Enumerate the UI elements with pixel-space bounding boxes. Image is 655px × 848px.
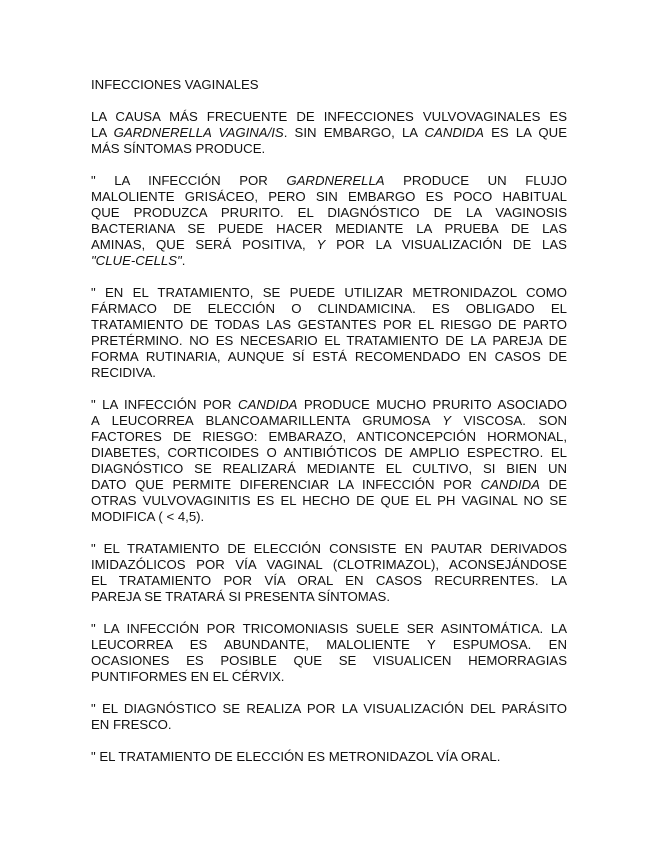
text-line	[91, 397, 567, 413]
text-line	[91, 109, 567, 125]
text-segment: PRODUCE MUCHO PRURITO ASOCIADO	[297, 397, 567, 412]
text-line	[91, 477, 567, 493]
text-line	[91, 445, 567, 461]
document-title	[91, 77, 567, 93]
text-segment: LA	[91, 125, 114, 140]
text-segment: FORMA RUTINARIA, AUNQUE SÍ ESTÁ RECOMENDADO EN CASOS DE	[91, 349, 567, 364]
text-segment: MÁS SÍNTOMAS PRODUCE.	[91, 141, 266, 156]
text-segment: ES LA QUE	[483, 125, 567, 140]
paragraph	[91, 749, 567, 765]
text-segment: PAREJA SE TRATARÁ SI PRESENTA SÍNTOMAS.	[91, 589, 390, 604]
text-line	[91, 301, 567, 317]
text-segment: POR LA VISUALIZACIÓN DE LAS	[325, 237, 567, 252]
paragraph	[91, 173, 567, 269]
text-segment: PUNTIFORMES EN EL CÉRVIX.	[91, 669, 285, 684]
text-segment: DIABETES, CORTICOIDES O ANTIBIÓTICOS DE AMPLIO ESPECTRO. EL	[91, 445, 567, 460]
text-line	[91, 253, 567, 269]
text-segment: TRATAMIENTO DE TODAS LAS GESTANTES POR EL RIESGO DE PARTO	[91, 317, 567, 332]
text-line	[91, 461, 567, 477]
text-segment: BACTERIANA SE PUEDE HACER MEDIANTE LA PRUEBA DE LAS	[91, 221, 567, 236]
text-segment: " LA INFECCIÓN POR	[91, 397, 239, 412]
text-segment: LA CAUSA MÁS FRECUENTE DE INFECCIONES VULVOVAGINALES ES	[91, 109, 567, 124]
document-body	[91, 109, 567, 765]
text-line	[91, 717, 567, 733]
text-segment: PRETÉRMINO. NO ES NECESARIO EL TRATAMIENTO DE LA PAREJA DE	[91, 333, 567, 348]
text-line	[91, 621, 567, 637]
text-segment: DE	[539, 477, 567, 492]
text-segment: EN FRESCO.	[91, 717, 172, 732]
text-line	[91, 413, 567, 429]
text-line	[91, 285, 567, 301]
text-segment: PRODUCE UN FLUJO	[384, 173, 567, 188]
italic-text: GARDNERELLA	[286, 173, 385, 188]
text-segment: " LA INFECCIÓN POR TRICOMONIASIS SUELE SER ASINTOMÁTICA. LA	[91, 621, 567, 636]
text-line	[91, 749, 567, 765]
text-segment: AMINAS, QUE SERÁ POSITIVA,	[91, 237, 317, 252]
italic-text: CANDIDA	[424, 125, 484, 140]
text-line	[91, 589, 567, 605]
text-segment: QUE PRODUZCA PRURITO. EL DIAGNÓSTICO DE LA VAGINOSIS	[91, 205, 567, 220]
title-text: INFECCIONES VAGINALES	[91, 77, 259, 92]
text-segment: .	[181, 253, 186, 268]
text-segment: " LA INFECCIÓN POR	[91, 173, 287, 188]
text-line	[91, 237, 567, 253]
document-page	[91, 77, 567, 781]
text-segment: A LEUCORREA BLANCOAMARILLENTA GRUMOSA	[91, 413, 443, 428]
text-segment: " EL TRATAMIENTO DE ELECCIÓN CONSISTE EN PAUTAR DERIVADOS	[91, 541, 567, 556]
text-line	[91, 349, 567, 365]
text-segment: DIAGNÓSTICO SE REALIZARÁ MEDIANTE EL CULTIVO, SI BIEN UN	[91, 461, 567, 476]
italic-text: Y	[442, 413, 451, 428]
text-line	[91, 701, 567, 717]
text-line	[91, 637, 567, 653]
text-line	[91, 365, 567, 381]
text-segment: FÁRMACO DE ELECCIÓN O CLINDAMICINA. ES OBLIGADO EL	[91, 301, 567, 316]
text-line	[91, 125, 567, 141]
paragraph	[91, 621, 567, 685]
paragraph	[91, 109, 567, 157]
text-line	[91, 317, 567, 333]
text-line	[91, 205, 567, 221]
text-segment: " EN EL TRATAMIENTO, SE PUEDE UTILIZAR METRONIDAZOL COMO	[91, 285, 567, 300]
text-line	[91, 669, 567, 685]
paragraph	[91, 397, 567, 525]
text-segment: " EL TRATAMIENTO DE ELECCIÓN ES METRONIDAZOL VÍA ORAL.	[91, 749, 501, 764]
text-segment: " EL DIAGNÓSTICO SE REALIZA POR LA VISUALIZACIÓN DEL PARÁSITO	[91, 701, 567, 716]
italic-text: CANDIDA	[480, 477, 540, 492]
text-line	[91, 189, 567, 205]
text-line	[91, 493, 567, 509]
paragraph	[91, 541, 567, 605]
text-line	[91, 509, 567, 525]
paragraph	[91, 285, 567, 381]
italic-text: CANDIDA	[238, 397, 298, 412]
text-segment: MALOLIENTE GRISÁCEO, PERO SIN EMBARGO ES POCO HABITUAL	[91, 189, 567, 204]
text-line	[91, 221, 567, 237]
text-line	[91, 573, 567, 589]
text-line	[91, 141, 567, 157]
text-segment: OCASIONES ES POSIBLE QUE SE VISUALICEN HEMORRAGIAS	[91, 653, 567, 668]
text-segment: FACTORES DE RIESGO: EMBARAZO, ANTICONCEPCIÓN HORMONAL,	[91, 429, 567, 444]
text-line	[91, 653, 567, 669]
text-line	[91, 429, 567, 445]
text-line	[91, 541, 567, 557]
text-segment: RECIDIVA.	[91, 365, 156, 380]
text-segment: VISCOSA. SON	[451, 413, 567, 428]
text-line	[91, 557, 567, 573]
italic-text: Y	[316, 237, 326, 252]
paragraph	[91, 701, 567, 733]
text-segment: DATO QUE PERMITE DIFERENCIAR LA INFECCIÓN POR	[91, 477, 481, 492]
text-segment: LEUCORREA ES ABUNDANTE, MALOLIENTE Y ESPUMOSA. EN	[91, 637, 567, 652]
text-line	[91, 173, 567, 189]
text-segment: . SIN EMBARGO, LA	[283, 125, 425, 140]
italic-text: "CLUE-CELLS"	[91, 253, 182, 268]
text-segment: OTRAS VULVOVAGINITIS ES EL HECHO DE QUE EL PH VAGINAL NO SE	[91, 493, 567, 508]
text-segment: EL TRATAMIENTO POR VÍA ORAL EN CASOS RECURRENTES. LA	[91, 573, 567, 588]
text-segment: MODIFICA ( < 4,5).	[91, 509, 205, 524]
text-line	[91, 333, 567, 349]
italic-text: GARDNERELLA VAGINA/IS	[113, 125, 284, 140]
text-segment: IMIDAZÓLICOS POR VÍA VAGINAL (CLOTRIMAZOL), ACONSEJÁNDOSE	[91, 557, 567, 572]
